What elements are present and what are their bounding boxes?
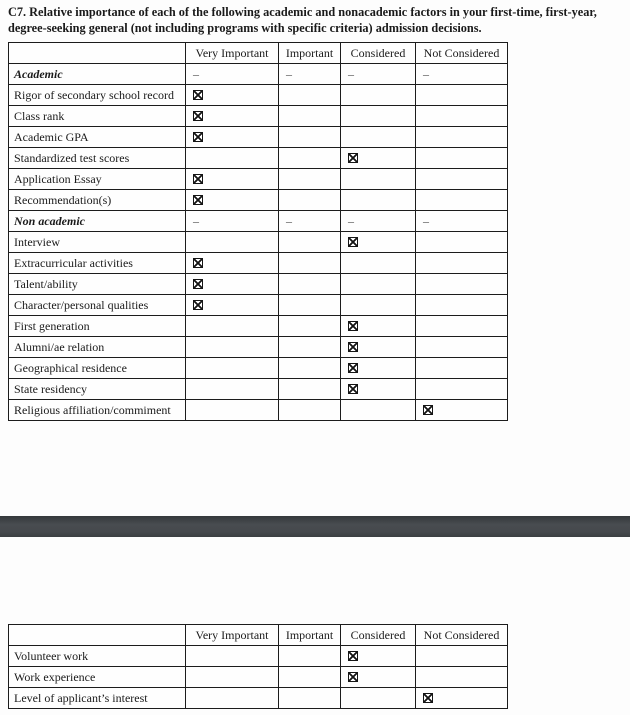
mark-cell <box>416 337 508 358</box>
checked-checkbox-icon <box>193 279 203 289</box>
mark-cell <box>416 274 508 295</box>
mark-cell <box>341 337 416 358</box>
checked-checkbox-icon <box>348 651 358 661</box>
mark-cell <box>279 646 341 667</box>
checked-checkbox-icon <box>193 174 203 184</box>
not-applicable-dash: – <box>423 66 429 81</box>
section-label-cell: Non academic <box>9 211 186 232</box>
factor-label-cell: Alumni/ae relation <box>9 337 186 358</box>
table-row <box>9 64 508 85</box>
empty-header-cell <box>9 625 186 646</box>
admission-factors-table-continued <box>8 624 508 709</box>
mark-cell <box>341 190 416 211</box>
importance-header-cell: Not Considered <box>416 43 508 64</box>
mark-cell <box>186 148 279 169</box>
mark-cell <box>186 211 279 232</box>
mark-cell <box>186 316 279 337</box>
importance-header-cell: Considered <box>341 625 416 646</box>
mark-cell <box>341 232 416 253</box>
mark-cell <box>186 253 279 274</box>
mark-cell <box>279 64 341 85</box>
factor-label-cell: Religious affiliation/commiment <box>9 400 186 421</box>
mark-cell <box>186 400 279 421</box>
mark-cell <box>416 358 508 379</box>
table-row <box>9 85 508 106</box>
table-row <box>9 253 508 274</box>
mark-cell <box>416 688 508 709</box>
factor-label-cell: Interview <box>9 232 186 253</box>
mark-cell <box>186 295 279 316</box>
mark-cell <box>341 688 416 709</box>
table-row <box>9 358 508 379</box>
mark-cell <box>279 169 341 190</box>
table-row <box>9 646 508 667</box>
checked-checkbox-icon <box>348 384 358 394</box>
table-row <box>9 232 508 253</box>
importance-header-cell: Not Considered <box>416 625 508 646</box>
mark-cell <box>279 295 341 316</box>
table-row <box>9 106 508 127</box>
factor-label-cell: Recommendation(s) <box>9 190 186 211</box>
mark-cell <box>279 85 341 106</box>
mark-cell <box>186 64 279 85</box>
checked-checkbox-icon <box>193 258 203 268</box>
mark-cell <box>186 232 279 253</box>
mark-cell <box>279 190 341 211</box>
mark-cell <box>186 688 279 709</box>
mark-cell <box>416 295 508 316</box>
checked-checkbox-icon <box>348 153 358 163</box>
factor-label-cell: Academic GPA <box>9 127 186 148</box>
factor-label-cell: Extracurricular activities <box>9 253 186 274</box>
table-row <box>9 127 508 148</box>
mark-cell <box>416 232 508 253</box>
mark-cell <box>279 253 341 274</box>
mark-cell <box>341 85 416 106</box>
mark-cell <box>186 358 279 379</box>
mark-cell <box>279 106 341 127</box>
mark-cell <box>416 646 508 667</box>
checked-checkbox-icon <box>193 195 203 205</box>
mark-cell <box>186 667 279 688</box>
checked-checkbox-icon <box>423 693 433 703</box>
page-break-divider <box>0 516 630 537</box>
mark-cell <box>341 646 416 667</box>
mark-cell <box>341 400 416 421</box>
table-row <box>9 169 508 190</box>
mark-cell <box>341 64 416 85</box>
mark-cell <box>416 169 508 190</box>
table-row <box>9 148 508 169</box>
mark-cell <box>416 64 508 85</box>
importance-header-cell: Very Important <box>186 43 279 64</box>
mark-cell <box>279 667 341 688</box>
mark-cell <box>279 274 341 295</box>
factor-label-cell: State residency <box>9 379 186 400</box>
importance-header-cell: Considered <box>341 43 416 64</box>
table-row <box>9 667 508 688</box>
not-applicable-dash: – <box>286 66 292 81</box>
mark-cell <box>279 211 341 232</box>
table-row <box>9 211 508 232</box>
mark-cell <box>416 667 508 688</box>
mark-cell <box>279 127 341 148</box>
mark-cell <box>416 106 508 127</box>
checked-checkbox-icon <box>348 342 358 352</box>
not-applicable-dash: – <box>193 66 199 81</box>
mark-cell <box>341 211 416 232</box>
table-row <box>9 379 508 400</box>
mark-cell <box>416 190 508 211</box>
factor-label-cell: First generation <box>9 316 186 337</box>
mark-cell <box>341 169 416 190</box>
checked-checkbox-icon <box>348 237 358 247</box>
factor-label-cell: Character/personal qualities <box>9 295 186 316</box>
table-row <box>9 337 508 358</box>
not-applicable-dash: – <box>193 213 199 228</box>
section-label-cell: Academic <box>9 64 186 85</box>
mark-cell <box>416 148 508 169</box>
mark-cell <box>341 358 416 379</box>
checked-checkbox-icon <box>423 405 433 415</box>
factor-label-cell: Level of applicant’s interest <box>9 688 186 709</box>
title-line-1: C7. Relative importance of each of the following academic and nonacademic factors in your first-time, first-year, <box>8 5 597 19</box>
table-row <box>9 190 508 211</box>
mark-cell <box>416 253 508 274</box>
table-row <box>9 688 508 709</box>
checked-checkbox-icon <box>193 132 203 142</box>
mark-cell <box>279 316 341 337</box>
checked-checkbox-icon <box>193 111 203 121</box>
not-applicable-dash: – <box>348 66 354 81</box>
checked-checkbox-icon <box>348 363 358 373</box>
mark-cell <box>416 400 508 421</box>
mark-cell <box>186 337 279 358</box>
table-row <box>9 295 508 316</box>
section-c7-title <box>8 5 626 36</box>
factor-label-cell: Standardized test scores <box>9 148 186 169</box>
not-applicable-dash: – <box>423 213 429 228</box>
mark-cell <box>279 379 341 400</box>
mark-cell <box>279 400 341 421</box>
mark-cell <box>186 169 279 190</box>
importance-header-cell: Very Important <box>186 625 279 646</box>
mark-cell <box>341 274 416 295</box>
mark-cell <box>341 379 416 400</box>
table-row <box>9 274 508 295</box>
factor-label-cell: Class rank <box>9 106 186 127</box>
mark-cell <box>341 148 416 169</box>
factor-label-cell: Volunteer work <box>9 646 186 667</box>
checked-checkbox-icon <box>348 321 358 331</box>
title-line-2: degree-seeking general (not including programs with specific criteria) admission decisions. <box>8 20 482 35</box>
mark-cell <box>341 106 416 127</box>
not-applicable-dash: – <box>348 213 354 228</box>
mark-cell <box>186 274 279 295</box>
table-row <box>9 316 508 337</box>
mark-cell <box>341 295 416 316</box>
factor-label-cell: Work experience <box>9 667 186 688</box>
factor-label-cell: Application Essay <box>9 169 186 190</box>
factor-label-cell: Talent/ability <box>9 274 186 295</box>
empty-header-cell <box>9 43 186 64</box>
mark-cell <box>341 253 416 274</box>
header-row <box>9 43 508 64</box>
mark-cell <box>186 127 279 148</box>
mark-cell <box>279 148 341 169</box>
mark-cell <box>279 337 341 358</box>
mark-cell <box>186 379 279 400</box>
mark-cell <box>279 232 341 253</box>
mark-cell <box>279 688 341 709</box>
importance-header-cell: Important <box>279 625 341 646</box>
checked-checkbox-icon <box>193 300 203 310</box>
mark-cell <box>186 646 279 667</box>
mark-cell <box>279 358 341 379</box>
mark-cell <box>416 127 508 148</box>
factor-label-cell: Rigor of secondary school record <box>9 85 186 106</box>
mark-cell <box>416 85 508 106</box>
checked-checkbox-icon <box>348 672 358 682</box>
mark-cell <box>341 127 416 148</box>
admission-factors-table-main <box>8 42 508 421</box>
importance-header-cell: Important <box>279 43 341 64</box>
not-applicable-dash: – <box>286 213 292 228</box>
header-row <box>9 625 508 646</box>
mark-cell <box>416 316 508 337</box>
mark-cell <box>186 106 279 127</box>
table-row <box>9 400 508 421</box>
mark-cell <box>341 316 416 337</box>
mark-cell <box>416 211 508 232</box>
mark-cell <box>186 85 279 106</box>
checked-checkbox-icon <box>193 90 203 100</box>
mark-cell <box>186 190 279 211</box>
factor-label-cell: Geographical residence <box>9 358 186 379</box>
mark-cell <box>416 379 508 400</box>
mark-cell <box>341 667 416 688</box>
